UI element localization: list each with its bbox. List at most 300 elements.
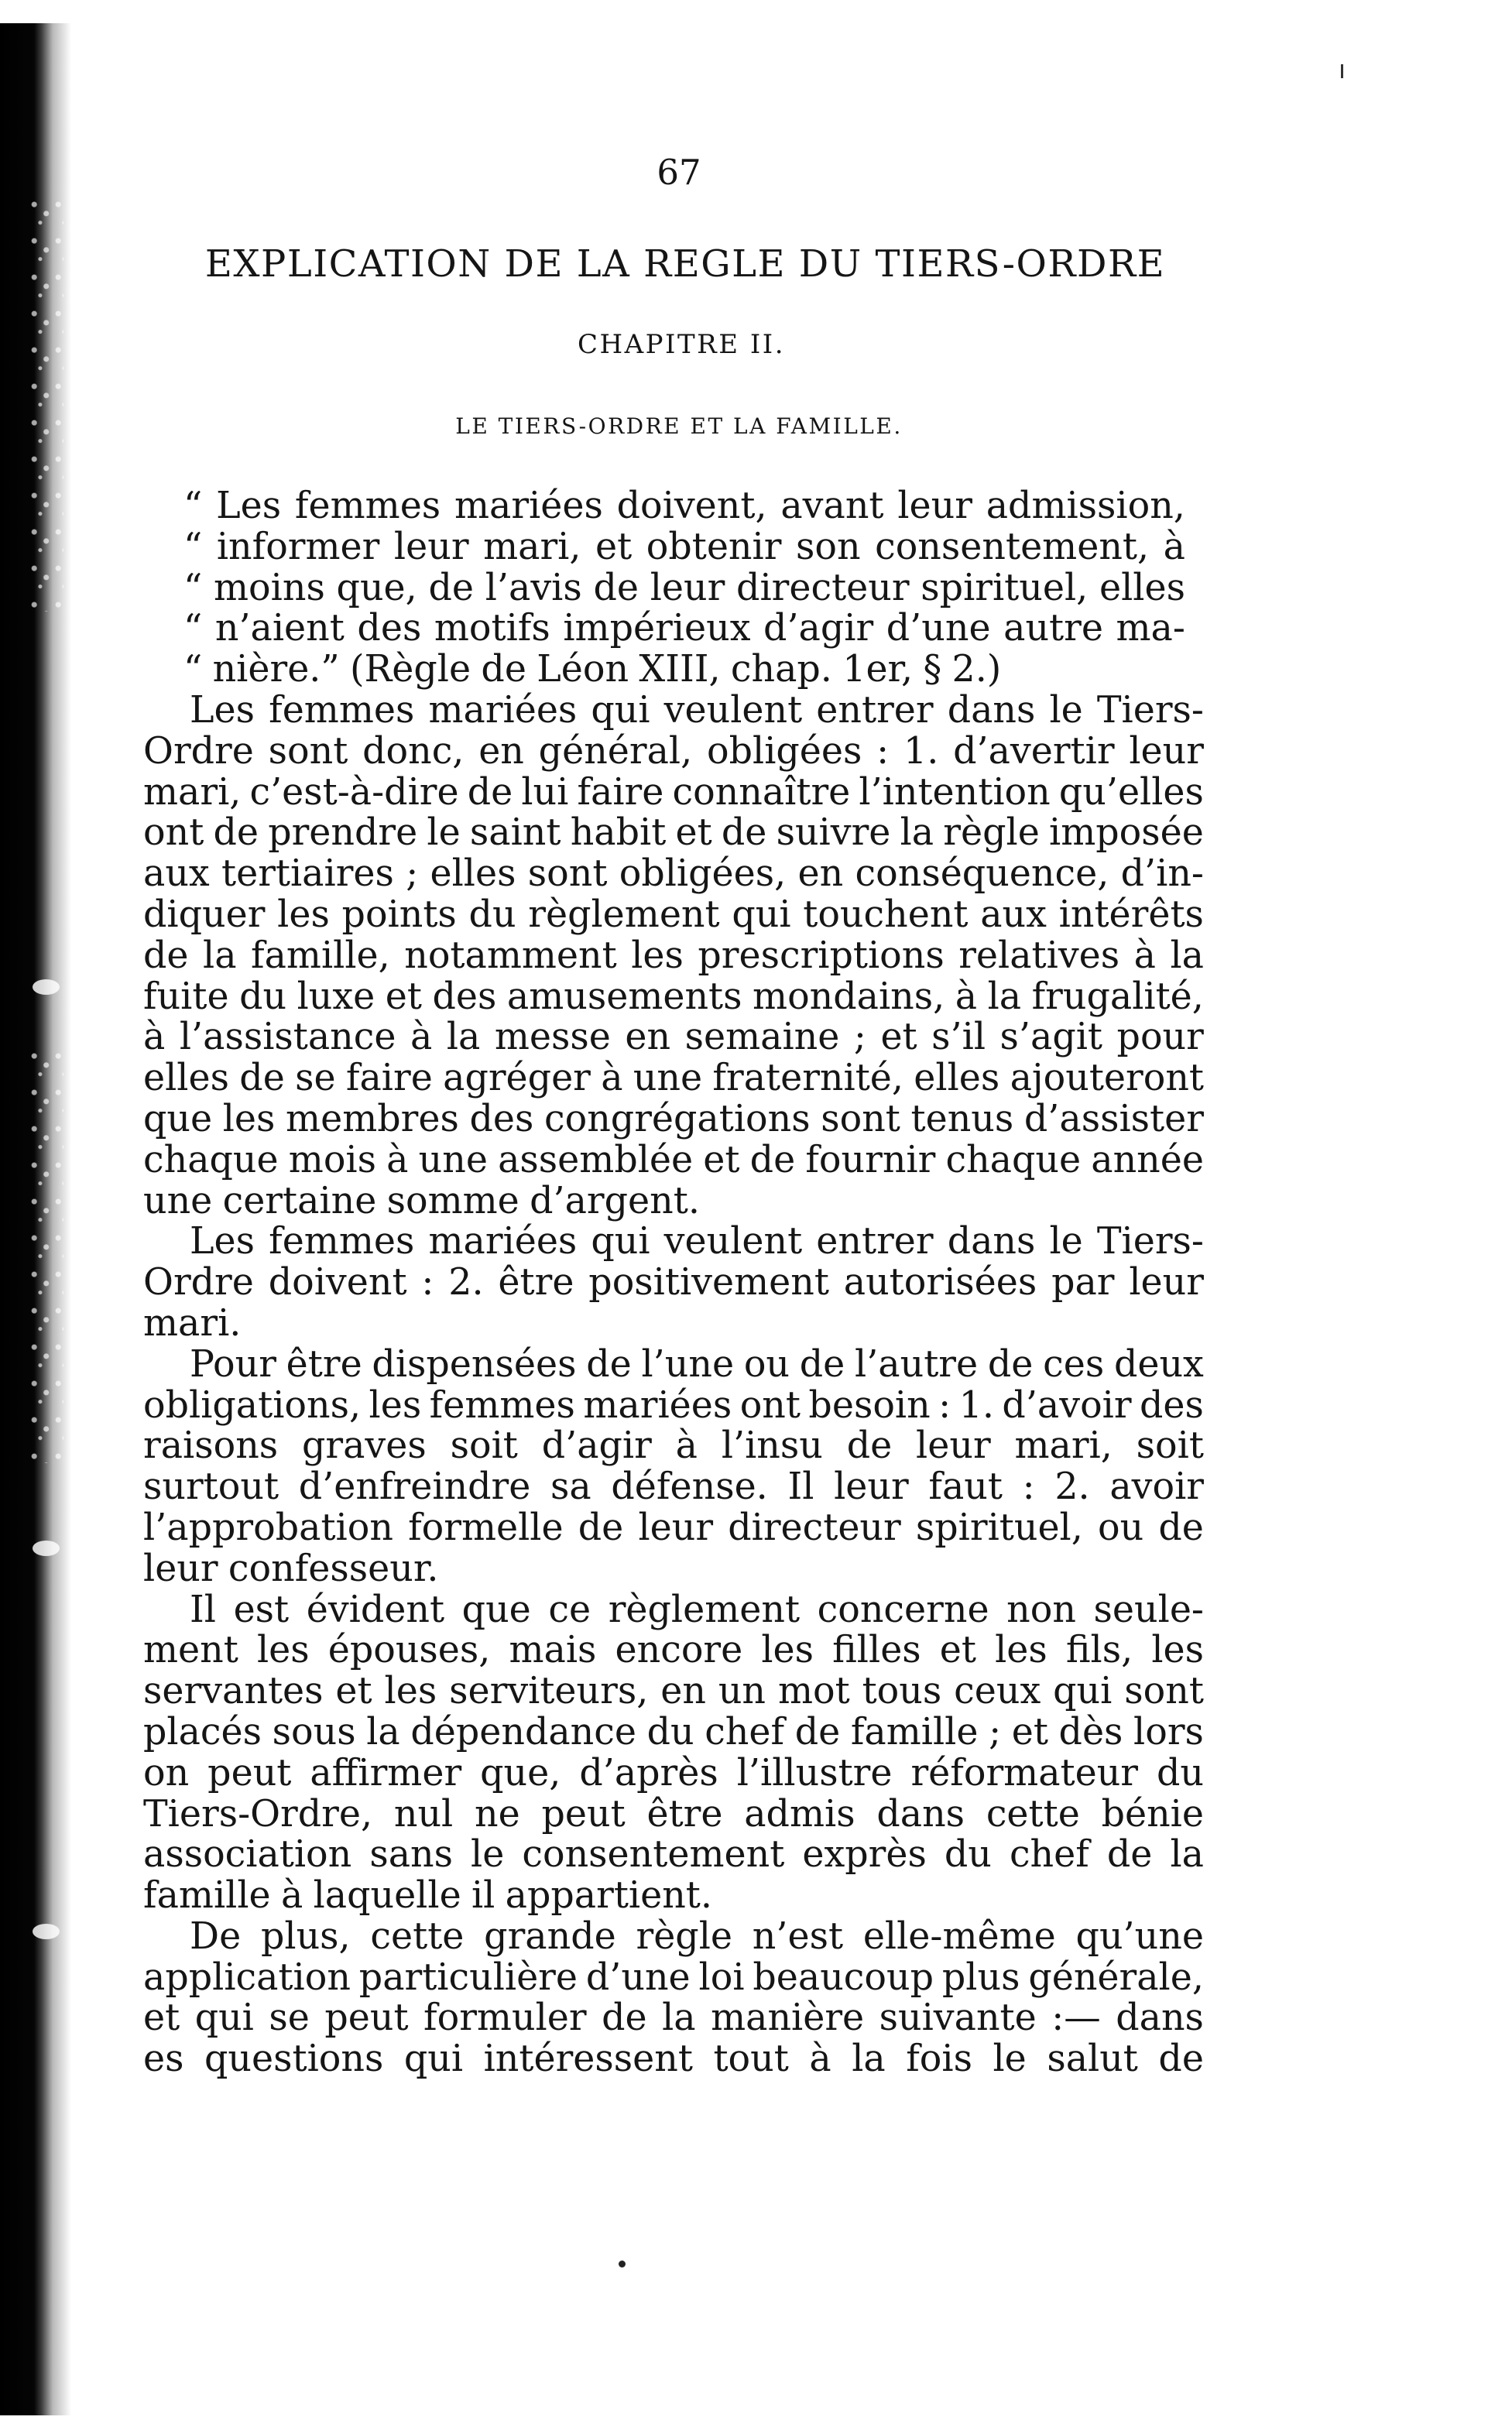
text-word: avant	[780, 485, 884, 527]
text-word: moins	[214, 566, 325, 609]
text-word: l’une	[641, 1342, 735, 1386]
text-word: ment	[143, 1629, 238, 1672]
text-word: intérêts	[1058, 893, 1204, 936]
text-line	[143, 1383, 1204, 1427]
text-word: une	[418, 1138, 488, 1181]
text-word: nul	[393, 1792, 454, 1836]
text-word: serviteurs,	[449, 1670, 649, 1713]
text-word: 2.	[448, 1261, 484, 1304]
text-word: famille,	[251, 934, 390, 977]
text-word: sont	[821, 1097, 900, 1140]
text-line	[143, 1753, 1204, 1794]
text-word: et	[335, 1670, 372, 1713]
text-word: Léon	[537, 648, 629, 691]
text-word: de	[799, 1342, 845, 1386]
text-word: à	[280, 1874, 303, 1918]
text-word: :	[1022, 1465, 1035, 1509]
text-word: et	[595, 525, 633, 568]
text-word: le	[427, 811, 461, 855]
text-word: elle-même	[862, 1914, 1056, 1958]
text-word: leur	[1129, 1261, 1204, 1304]
text-word: et	[880, 1016, 917, 1059]
text-word: dépendance	[410, 1710, 636, 1753]
text-word: intéressent	[483, 2038, 693, 2081]
text-word: d’avoir	[1002, 1383, 1132, 1427]
text-word: de	[602, 1997, 647, 2040]
text-word: se	[295, 1057, 336, 1100]
text-word: d’agir	[541, 1424, 652, 1468]
text-word: général,	[538, 729, 693, 773]
chapter-title: EXPLICATION DE LA REGLE DU TIERS-ORDRE	[204, 242, 1166, 286]
text-word: De	[190, 1914, 242, 1958]
text-word: des	[432, 975, 497, 1018]
text-word: graves	[302, 1424, 427, 1468]
text-word: luxe	[297, 975, 375, 1018]
text-word: 2.)	[951, 648, 1002, 691]
text-word: qui	[591, 688, 650, 732]
text-word: on	[143, 1751, 190, 1794]
text-word: se	[269, 1997, 310, 2040]
text-line	[143, 1017, 1204, 1058]
text-word: du	[944, 1833, 992, 1877]
text-word: entrer	[816, 688, 934, 732]
text-word: d’agir	[763, 607, 874, 650]
text-word: dès	[1058, 1710, 1123, 1753]
text-word: tout	[713, 2038, 789, 2081]
text-word: formelle	[408, 1506, 564, 1549]
text-word: générale,	[1028, 1956, 1204, 1999]
text-word: sous	[272, 1710, 356, 1753]
page-dot-mark	[619, 2261, 626, 2267]
text-word: elles	[914, 1057, 1000, 1100]
text-word: chaque	[945, 1138, 1082, 1181]
text-word: informer	[216, 525, 380, 568]
text-word: doivent	[268, 1261, 407, 1304]
text-word: d’assister	[1023, 1097, 1204, 1140]
text-line	[143, 1263, 1204, 1304]
text-word: ou	[743, 1342, 790, 1386]
text-word: amusements	[506, 975, 742, 1018]
text-word: être	[646, 1792, 723, 1836]
text-line	[143, 1914, 1204, 1958]
text-word: points	[341, 893, 457, 936]
text-word: les	[384, 1670, 437, 1713]
text-line	[143, 1794, 1204, 1836]
text-word: notamment	[404, 934, 617, 977]
scanned-page-edge	[0, 23, 71, 2415]
text-word: d’enfreindre	[298, 1465, 531, 1509]
text-word: dans	[947, 688, 1036, 732]
text-word: son	[795, 525, 861, 568]
text-word: cette	[370, 1914, 465, 1958]
text-word: Les	[190, 1220, 255, 1263]
text-word: n’est	[752, 1914, 844, 1958]
text-word: connaître	[672, 770, 851, 814]
text-word: Ordre	[143, 1261, 254, 1304]
text-word: l’autre	[855, 1342, 979, 1386]
text-word: soit	[1136, 1424, 1204, 1468]
body-text	[143, 486, 1204, 2080]
text-word: sont	[268, 729, 348, 773]
text-word: veulent	[663, 688, 803, 732]
text-line	[143, 1590, 1204, 1631]
text-word: ;	[989, 1710, 1002, 1753]
text-word: consentement	[522, 1833, 785, 1877]
text-word: de	[794, 1710, 841, 1753]
text-word: que	[461, 1588, 531, 1631]
text-word: avoir	[1109, 1465, 1204, 1509]
text-word: du	[1156, 1751, 1204, 1794]
text-word: d’argent.	[530, 1179, 700, 1222]
text-word: être	[286, 1342, 362, 1386]
text-word: raisons	[143, 1424, 279, 1468]
text-word: de	[481, 648, 526, 691]
text-word: admis	[744, 1792, 855, 1836]
text-word: mariées	[583, 1383, 732, 1427]
text-word: ceux	[954, 1670, 1041, 1713]
text-word: l’avis	[485, 566, 582, 609]
text-word: non	[1006, 1588, 1076, 1631]
text-word: à	[601, 1057, 623, 1100]
text-word: s’il	[931, 1016, 986, 1059]
text-word: l’insu	[721, 1424, 823, 1468]
text-word: aux	[143, 852, 210, 896]
text-word: la	[1170, 1833, 1204, 1877]
text-word: motifs	[434, 607, 550, 650]
text-line	[143, 1998, 1204, 2039]
text-word: du	[239, 975, 287, 1018]
text-word: affirmer	[310, 1751, 462, 1794]
text-word: fuite	[143, 975, 229, 1018]
text-word: §	[923, 648, 942, 691]
text-word: agréger	[443, 1057, 591, 1100]
text-word: saint	[469, 811, 561, 855]
text-word: mari,	[1014, 1424, 1113, 1468]
text-word: concerne	[817, 1588, 989, 1631]
text-word: obligées	[707, 729, 862, 773]
text-line	[143, 568, 1204, 609]
section-heading: LE TIERS-ORDRE ET LA FAMILLE.	[455, 413, 903, 439]
text-word: leur	[834, 1465, 909, 1509]
text-word: les	[369, 1383, 422, 1427]
text-word: laquelle	[313, 1874, 461, 1918]
text-word: prendre	[268, 811, 418, 855]
text-word: les	[256, 1629, 310, 1672]
text-word: et	[385, 975, 422, 1018]
text-line	[143, 486, 1204, 527]
text-line	[143, 854, 1204, 895]
text-word: association	[143, 1833, 352, 1877]
text-word: à	[1163, 525, 1185, 568]
text-word: positivement	[588, 1261, 829, 1304]
text-word: elles	[430, 852, 516, 896]
text-line	[143, 729, 1204, 773]
text-word: d’une	[585, 1956, 691, 1999]
text-word: :	[938, 1383, 951, 1427]
text-word: le	[1049, 688, 1083, 732]
text-line	[143, 1671, 1204, 1712]
text-word: ou	[1098, 1506, 1144, 1549]
text-word: à	[955, 975, 978, 1018]
text-word: surtout	[143, 1465, 279, 1509]
text-word: mot	[777, 1670, 850, 1713]
text-word: exprès	[802, 1833, 927, 1877]
text-word: servantes	[143, 1670, 324, 1713]
text-word: la	[446, 1016, 481, 1059]
text-word: veulent	[663, 1220, 803, 1263]
text-word: et	[675, 811, 712, 855]
text-word: il	[471, 1874, 495, 1918]
text-word: de	[1106, 1833, 1153, 1877]
text-word: de	[749, 1138, 796, 1181]
text-word: la	[900, 811, 934, 855]
text-word: filles	[832, 1629, 921, 1672]
text-word: entrer	[816, 1220, 934, 1263]
text-word: Pour	[190, 1342, 276, 1386]
text-word: mariées	[428, 1220, 578, 1263]
text-word: s’agit	[999, 1016, 1103, 1059]
text-line	[143, 1835, 1204, 1876]
text-word: qu’elles	[1058, 770, 1204, 814]
text-word: deux	[1113, 1342, 1204, 1386]
text-word: un	[718, 1670, 766, 1713]
text-word: de	[143, 934, 189, 977]
text-word: grande	[484, 1914, 616, 1958]
text-word: directeur	[736, 566, 910, 609]
text-word: des	[469, 1097, 534, 1140]
text-line	[143, 1140, 1204, 1181]
text-word: ;	[406, 852, 419, 896]
text-word: leur	[650, 566, 725, 609]
text-word: mariées	[428, 688, 578, 732]
text-word: messe	[494, 1016, 611, 1059]
text-word: mondains,	[753, 975, 945, 1018]
text-word: une	[633, 1057, 703, 1100]
text-word: salut	[1047, 2038, 1138, 2081]
text-word: aux	[980, 893, 1047, 936]
text-word: à	[386, 1138, 409, 1181]
text-line	[143, 1958, 1204, 1999]
text-word: Il	[787, 1465, 814, 1509]
text-word: sa	[550, 1465, 591, 1509]
text-word: Tiers-	[1096, 688, 1204, 732]
text-word: les	[631, 934, 684, 977]
text-word: de	[721, 811, 767, 855]
text-word: de	[428, 566, 475, 609]
text-word: les	[1151, 1629, 1204, 1672]
text-word: d’avertir	[953, 729, 1115, 773]
text-word: du	[646, 1710, 694, 1753]
text-word: qui	[591, 1220, 650, 1263]
edge-scan-mark	[33, 1541, 60, 1556]
text-word: de	[213, 811, 259, 855]
text-word: seule-	[1093, 1588, 1204, 1631]
text-word: appartient.	[505, 1874, 712, 1918]
text-word: “	[183, 566, 203, 609]
text-word: semaine	[684, 1016, 840, 1059]
text-word: la	[662, 1997, 696, 2040]
text-word: obligations,	[143, 1383, 362, 1427]
chapter-heading: CHAPITRE II.	[577, 329, 786, 360]
text-word: de	[467, 770, 513, 814]
text-word: la	[366, 1710, 400, 1753]
text-word: mari,	[143, 770, 242, 814]
text-word: peut	[541, 1792, 626, 1836]
text-word: formuler	[423, 1997, 587, 2040]
text-word: leur	[916, 1424, 991, 1468]
text-word: beaucoup	[753, 1956, 934, 1999]
text-line	[143, 650, 1204, 691]
text-line	[143, 1508, 1204, 1549]
text-word: femmes	[294, 485, 441, 527]
text-word: application	[143, 1956, 351, 1999]
text-word: (Règle	[349, 648, 471, 691]
text-word: d’une	[886, 607, 991, 650]
text-word: le	[993, 2038, 1027, 2081]
text-line	[143, 1181, 1204, 1222]
text-line	[143, 1301, 1204, 1345]
text-word: lui	[521, 770, 569, 814]
text-word: dispensées	[372, 1342, 577, 1386]
text-word: prescriptions	[698, 934, 945, 977]
text-word: doivent,	[616, 485, 767, 527]
text-line	[143, 688, 1204, 732]
text-word: 1.	[958, 1383, 994, 1427]
text-word: manière	[711, 1997, 865, 2040]
text-word: de	[578, 1506, 624, 1549]
text-word: ajouteront	[1010, 1057, 1204, 1100]
text-word: sont	[1124, 1670, 1204, 1713]
text-word: les	[761, 1629, 814, 1672]
text-word: de	[1158, 1506, 1204, 1549]
text-line	[143, 1426, 1204, 1467]
text-word: qui	[403, 2038, 464, 2081]
text-line	[143, 1876, 1204, 1917]
text-word: l’illustre	[736, 1751, 893, 1794]
text-word: particulière	[358, 1956, 578, 1999]
text-word: :—	[1051, 1997, 1101, 2040]
text-word: spirituel,	[915, 1506, 1083, 1549]
text-word: que,	[480, 1751, 561, 1794]
text-word: 1.	[903, 729, 939, 773]
text-word: Les	[216, 485, 282, 527]
text-word: chaque	[143, 1138, 279, 1181]
text-word: obligées,	[619, 852, 787, 896]
text-word: pour	[1116, 1016, 1204, 1059]
text-word: règle	[943, 811, 1040, 855]
text-word: questions	[204, 2038, 384, 2081]
text-word: la	[852, 2038, 886, 2081]
text-word: à	[410, 1016, 433, 1059]
text-line	[143, 1222, 1204, 1263]
text-word: peut	[207, 1751, 292, 1794]
text-word: tenus	[910, 1097, 1014, 1140]
text-word: faut	[928, 1465, 1003, 1509]
text-word: à	[675, 1424, 698, 1468]
text-word: Les	[190, 688, 255, 732]
text-word: elles	[1099, 566, 1185, 609]
text-word: en	[660, 1670, 706, 1713]
text-word: les	[277, 893, 330, 936]
edge-scan-mark	[33, 979, 60, 995]
text-word: ;	[853, 1016, 866, 1059]
text-word: suivante	[879, 1997, 1037, 2040]
text-word: Tiers-	[1096, 1220, 1204, 1263]
text-word: épouses,	[327, 1629, 491, 1672]
text-word: chap.	[730, 648, 832, 691]
text-word: “	[183, 648, 203, 691]
text-word: lors	[1133, 1710, 1204, 1753]
text-word: chef	[705, 1710, 785, 1753]
text-word: la	[203, 934, 237, 977]
text-word: imposée	[1049, 811, 1204, 855]
text-line	[143, 1630, 1204, 1671]
text-word: par	[1051, 1261, 1115, 1304]
text-word: tertiaires	[221, 852, 394, 896]
text-word: peut	[324, 1997, 409, 2040]
text-word: à	[1133, 934, 1156, 977]
text-word: qui	[732, 893, 791, 936]
text-word: l’approbation	[143, 1506, 393, 1549]
text-word: leur	[638, 1506, 714, 1549]
text-word: autre	[1003, 607, 1103, 650]
text-word: d’après	[579, 1751, 718, 1794]
text-word: touchent	[803, 893, 969, 936]
text-word: de	[586, 1342, 632, 1386]
text-word: des	[1140, 1383, 1204, 1427]
text-word: certaine	[222, 1179, 377, 1222]
text-word: chef	[1009, 1833, 1089, 1877]
text-word: dans	[947, 1220, 1036, 1263]
text-word: elles	[143, 1057, 229, 1100]
text-word: leur	[143, 1547, 218, 1590]
text-word: de	[987, 1342, 1034, 1386]
text-word: de	[846, 1424, 893, 1468]
text-word: faire	[577, 770, 664, 814]
text-line	[143, 977, 1204, 1018]
top-scan-mark	[1341, 64, 1343, 78]
text-word: à	[143, 1016, 166, 1059]
text-word: consentement,	[875, 525, 1150, 568]
text-word: donc,	[362, 729, 465, 773]
text-word: loi	[698, 1956, 745, 1999]
text-word: plus	[941, 1956, 1020, 1999]
text-word: placés	[143, 1710, 262, 1753]
text-word: que,	[336, 566, 417, 609]
text-word: de	[239, 1057, 285, 1100]
text-word: bénie	[1101, 1792, 1204, 1836]
text-word: défense.	[611, 1465, 768, 1509]
text-word: sans	[369, 1833, 453, 1877]
text-word: mari,	[483, 525, 581, 568]
page-number: 67	[657, 152, 701, 193]
text-word: ma-	[1116, 607, 1185, 650]
text-word: “	[183, 607, 203, 650]
text-line	[143, 608, 1204, 650]
text-word: que	[143, 1097, 213, 1140]
text-line	[143, 895, 1204, 936]
text-line	[143, 2039, 1204, 2080]
text-word: c’est-à-dire	[249, 770, 459, 814]
text-word: ces	[1043, 1342, 1105, 1386]
text-word: Il	[190, 1588, 216, 1631]
text-word: dans	[876, 1792, 965, 1836]
text-word: la	[1170, 934, 1204, 977]
text-word: mois	[288, 1138, 376, 1181]
text-word: en	[797, 852, 844, 896]
text-word: en	[478, 729, 524, 773]
text-word: et	[1011, 1710, 1048, 1753]
